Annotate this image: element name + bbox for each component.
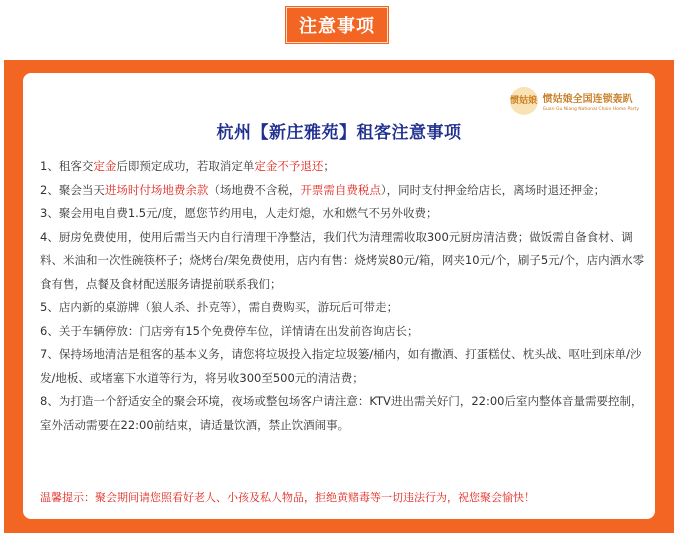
rule-item: [40, 179, 652, 203]
rule-text: 7、保持场地清洁是租客的基本义务，请您将垃圾投入指定垃圾篓/桶内，如有撒酒、打蛋糕仗、枕头战、呕吐到床单/沙发/地板、或堵塞下水道等行为，将另收300至500元的清洁费；: [40, 347, 642, 385]
rule-text: 1、租客交: [40, 159, 94, 173]
rule-highlight: 定金不予退还: [254, 159, 324, 173]
rule-item: [40, 320, 652, 344]
rule-item: [40, 296, 652, 320]
brand-text: [543, 90, 639, 112]
brand-logo-icon: 惯姑娘: [510, 87, 538, 115]
rule-highlight: 开票需自费税点: [300, 182, 381, 197]
rules-list: [40, 155, 652, 437]
rule-item: [40, 226, 652, 297]
rule-highlight: 进场时付场地费余款: [104, 182, 209, 197]
rule-text: 8、为打造一个舒适安全的聚会环境，夜场或整包场客户请注意：KTV进出需关好门，22:00后室内整体音量需要控制，室外活动需要在22:00前结束，请适量饮酒，禁止饮酒闹事。: [40, 394, 643, 432]
brand-subtitle: Guan Gu Niang National Chain Home Party: [542, 107, 639, 112]
rule-text: 6、关于车辆停放：门店旁有15个免费停车位，详情请在出发前咨询店长；: [40, 323, 419, 338]
rule-text: ；: [323, 159, 335, 173]
notice-card: [23, 73, 655, 519]
rule-item: [40, 155, 652, 179]
rule-text: 5、店内新的桌游牌（狼人杀、扑克等），需自费购买，游玩后可带走；: [40, 300, 399, 314]
notice-title: 杭州【新庄雅苑】租客注意事项: [216, 123, 462, 143]
rule-text: ），同时支付押金给店长，离场时退还押金；: [380, 182, 606, 197]
section-heading-tab: 注意事项: [286, 7, 388, 43]
rule-item: [40, 343, 652, 390]
rule-text: （场地费不含税，: [208, 182, 301, 197]
brand-logo: [510, 87, 639, 115]
notice-frame: [4, 60, 674, 533]
rule-text: 2、聚会当天: [40, 182, 105, 197]
rule-text: 4、厨房免费使用，使用后需当天内自行清理干净整洁，我们代为清理需收取300元厨房清洁费；做饭需自备食材、调料、米油和一次性碗筷杯子；烧烤台/架免费使用，店内有售：烧烤炭80元/箱，网夹10元/个，刷子5元/个，店内酒水零食有售，点餐及食材配送服务请提前联系我们；: [40, 229, 645, 291]
rule-text: 3、聚会用电自费1.5元/度，愿您节约用电，人走灯熄，水和燃气不另外收费；: [40, 206, 438, 220]
brand-name: 惯姑娘全国连锁轰趴: [542, 94, 633, 105]
rule-item: [40, 202, 652, 226]
warm-tip: 温馨提示：聚会期间请您照看好老人、小孩及私人物品，拒绝黄赌毒等一切违法行为，祝您聚会愉快！: [40, 491, 535, 504]
rule-text: 后即预定成功，若取消定单: [116, 159, 255, 173]
rule-highlight: 定金: [93, 159, 117, 173]
rule-item: [40, 390, 652, 437]
